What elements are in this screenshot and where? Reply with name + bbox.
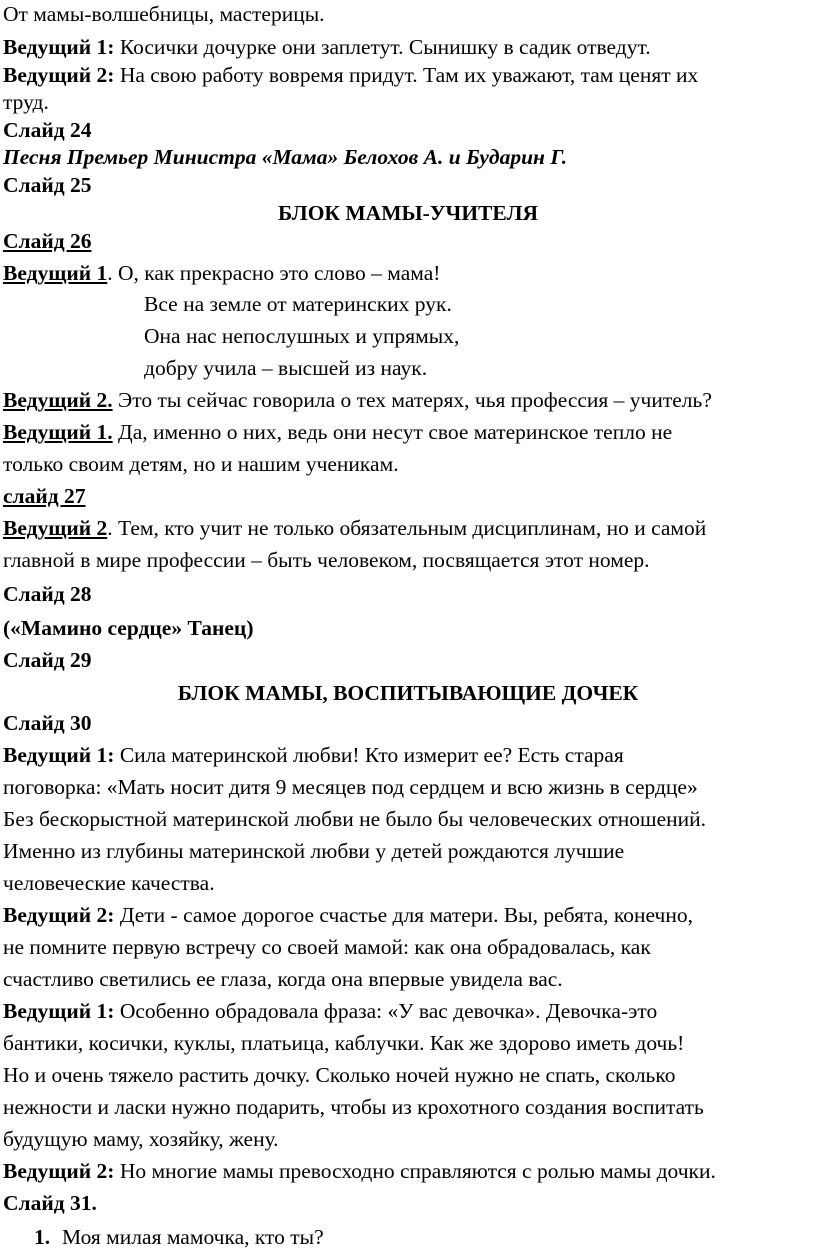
speaker-label: Ведущий 1.	[3, 420, 113, 444]
poem-line: Она нас непослушных и упрямых,	[144, 324, 460, 348]
slide-heading: Слайд 29	[3, 648, 92, 672]
text-line: Ведущий 1: Сила материнской любви! Кто измерит ее? Есть старая	[3, 743, 624, 767]
slide-heading: Слайд 24	[3, 118, 92, 142]
dance-heading: («Мамино сердце» Танец)	[3, 616, 254, 640]
text-line: Ведущий 2: Дети - самое дорогое счастье для матери. Вы, ребята, конечно,	[3, 903, 693, 927]
speaker-label: Ведущий 1	[3, 261, 108, 285]
text-line: труд.	[3, 90, 49, 114]
speaker-label: Ведущий 2:	[3, 903, 115, 927]
text-line: Ведущий 1. Да, именно о них, ведь они несут свое материнское тепло не	[3, 420, 673, 444]
text-line: поговорка: «Мать носит дитя 9 месяцев под сердцем и всю жизнь в сердце»	[3, 775, 698, 799]
speaker-label: Ведущий 2	[3, 516, 108, 540]
poem-line: Все на земле от материнских рук.	[144, 292, 452, 316]
text-line: От мамы-волшебницы, мастерицы.	[3, 2, 325, 26]
text-line: бантики, косички, куклы, платьица, каблучки. Как же здорово иметь дочь!	[3, 1031, 685, 1055]
text-line: нежности и ласки нужно подарить, чтобы из крохотного создания воспитать	[3, 1095, 704, 1119]
slide-heading: слайд 27	[3, 484, 86, 508]
text-line: Ведущий 2. Тем, кто учит не только обязательным дисциплинам, но и самой	[3, 516, 707, 540]
text-line: Ведущий 1. О, как прекрасно это слово – мама!	[3, 261, 441, 285]
text-line: Ведущий 2. Это ты сейчас говорила о тех матерях, чья профессия – учитель?	[3, 388, 712, 412]
poem-line: добру учила – высшей из наук.	[144, 356, 428, 380]
speaker-label: Ведущий 2.	[3, 388, 113, 412]
text-line: Именно из глубины материнской любви у детей рождаются лучшие	[3, 839, 625, 863]
text-line: Но и очень тяжело растить дочку. Сколько ночей нужно не спать, сколько	[3, 1063, 676, 1087]
text-line: Ведущий 1: Косички дочурке они заплетут. Сынишку в садик отведут.	[3, 35, 651, 59]
speaker-label: Ведущий 2:	[3, 1159, 115, 1183]
text-line: человеческие качества.	[3, 871, 215, 895]
text-line: не помните первую встречу со своей мамой: как она обрадовалась, как	[3, 935, 651, 959]
text-line: Без бескорыстной материнской любви не было бы человеческих отношений.	[3, 807, 707, 831]
slide-heading: Слайд 25	[3, 173, 92, 197]
block-heading: БЛОК МАМЫ, ВОСПИТЫВАЮЩИЕ ДОЧЕК	[177, 681, 639, 705]
text-line: Ведущий 2: Но многие мамы превосходно справляются с ролью мамы дочки.	[3, 1159, 716, 1183]
speaker-label: Ведущий 1:	[3, 743, 115, 767]
slide-heading: Слайд 30	[3, 711, 92, 735]
item-number: 1.	[34, 1225, 51, 1249]
text-line: главной в мире профессии – быть человеком, посвящается этот номер.	[3, 548, 650, 572]
slide-heading: Слайд 31.	[3, 1191, 97, 1215]
speaker-label: Ведущий 2:	[3, 63, 115, 87]
text-line: Ведущий 1: Особенно обрадовала фраза: «У вас девочка». Девочка-это	[3, 999, 658, 1023]
speaker-label: Ведущий 1:	[3, 35, 115, 59]
slide-heading: Слайд 28	[3, 582, 92, 606]
text-line: только своим детям, но и нашим ученикам.	[3, 452, 399, 476]
song-heading: Песня Премьер Министра «Мама» Белохов А. и Бударин Г.	[3, 145, 568, 169]
block-heading: БЛОК МАМЫ-УЧИТЕЛЯ	[278, 201, 538, 225]
numbered-item: 1. Моя милая мамочка, кто ты?	[34, 1225, 324, 1249]
speaker-label: Ведущий 1:	[3, 999, 115, 1023]
text-line: будущую маму, хозяйку, жену.	[3, 1127, 279, 1151]
slide-heading: Слайд 26	[3, 229, 92, 253]
text-line: Ведущий 2: На свою работу вовремя придут. Там их уважают, там ценят их	[3, 63, 699, 87]
text-line: счастливо светились ее глаза, когда она впервые увидела вас.	[3, 967, 563, 991]
